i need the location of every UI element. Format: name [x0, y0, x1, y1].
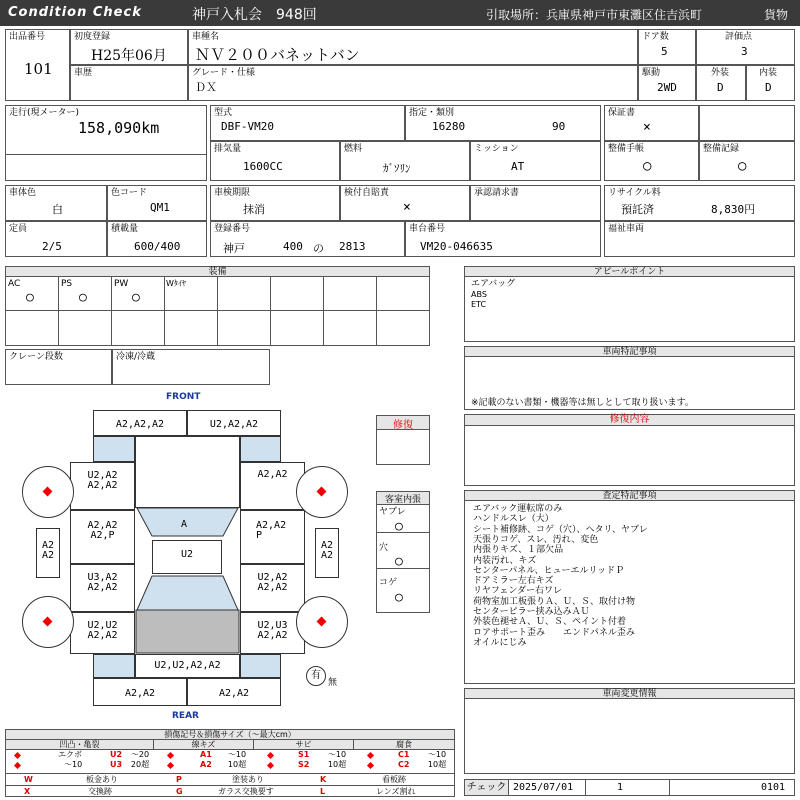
fuel-label: 燃料 — [344, 144, 363, 154]
equip-pw-mark: ○ — [132, 290, 140, 305]
legend-r2-c2-size: 10超 — [427, 760, 447, 769]
repair-detail-header: 修復内容 — [464, 414, 795, 426]
legend-code-k-desc: 看板跡 — [382, 775, 406, 784]
spare-yes: 有 — [311, 670, 321, 681]
interior-box — [746, 65, 795, 101]
cert-label: 指定・類別 — [409, 108, 455, 118]
legend-diamond-5 — [14, 762, 21, 769]
panel-side-right: A2 A2 — [315, 528, 339, 578]
cabin-tear-label: ヤブレ — [379, 507, 406, 517]
panel-left-rear: U3,A2 A2,A2 — [70, 564, 135, 612]
legend-r1-c1-size: ～10 — [427, 750, 447, 759]
capacity-box — [5, 221, 107, 257]
inspection-note-13: ロアサポート歪み エンドパネル歪み — [473, 627, 635, 638]
front-corner-right — [240, 436, 281, 462]
notes-header: 車両特記事項 — [464, 346, 795, 357]
front-label: FRONT — [166, 392, 201, 402]
doors-box — [638, 29, 696, 65]
model-name-label: 車種名 — [192, 32, 220, 42]
legend-r2-s2-size: 10超 — [327, 760, 347, 769]
self-inspect-value: × — [403, 200, 411, 215]
appeal-box — [464, 276, 795, 342]
self-inspect-label: 検付自賠責 — [344, 188, 390, 198]
chassis-label: 車台番号 — [409, 224, 446, 234]
recycle-box — [604, 185, 795, 221]
inspection-note-4: 天張りコゲ、スレ、汚れ、変色 — [473, 534, 599, 545]
score-label: 評価点 — [725, 32, 753, 42]
mission-box — [470, 141, 601, 181]
notes-footer: ※記載のない書類・機器等は無しとして取り扱います。 — [471, 398, 694, 408]
approval-label: 承認請求書 — [474, 188, 520, 198]
reg-area: 神戸 — [223, 242, 245, 255]
inspection-value: 抹消 — [243, 203, 265, 216]
warranty-extra-box — [699, 105, 795, 141]
inspection-note-5: 内張りキズ、１部欠品 — [473, 545, 564, 556]
drive-label: 駆動 — [642, 68, 661, 78]
legend-code-x: X — [24, 787, 31, 796]
legend-title: 損傷記号＆損傷サイズ（～最大cm） — [6, 730, 454, 740]
legend-code-l: L — [320, 787, 326, 796]
manual-value: ○ — [643, 158, 652, 174]
mileage-label: 走行(現メーター) — [9, 108, 80, 118]
legend-group-corrosion: 腐食 — [354, 740, 454, 750]
legend — [5, 729, 455, 797]
color-label: 車体色 — [9, 188, 37, 198]
repair-detail-box — [464, 425, 795, 486]
color-value: 白 — [52, 203, 63, 216]
color-code-box — [107, 185, 207, 221]
legend-group-rust: サビ — [254, 740, 354, 750]
appeal-line-2: ABS — [471, 290, 487, 299]
logo: Condition Check — [8, 5, 142, 20]
cabin-hole-mark: ○ — [395, 554, 403, 569]
welfare-box — [604, 221, 795, 257]
crane-box — [5, 349, 112, 385]
lot-number: 101 — [24, 60, 53, 78]
inspection-note-11: センターピラー挟み込みＡＵ — [473, 607, 590, 617]
legend-diamond-8 — [367, 762, 374, 769]
legend-r2-a2-size: 10超 — [227, 760, 247, 769]
legend-diamond-3 — [267, 752, 274, 759]
check-code: 0101 — [761, 782, 786, 793]
legend-r1-a1-size: ～10 — [227, 750, 247, 759]
appeal-line-3: ETC — [471, 300, 487, 309]
equip-ps-mark: ○ — [79, 290, 87, 305]
wheel-front-right — [296, 466, 348, 518]
first-reg-label: 初度登録 — [74, 32, 111, 42]
reg-number: 2813 — [339, 240, 366, 253]
legend-diamond-1 — [14, 752, 21, 759]
wheel-rear-left — [22, 596, 74, 648]
rear-corner-left — [93, 654, 135, 678]
panel-rear-bumper: U2,U2,A2,A2 — [135, 654, 240, 678]
crane-label: クレーン段数 — [9, 352, 63, 362]
cabin-tear-mark: ○ — [395, 519, 403, 534]
panel-front-right: U2,A2,A2 — [187, 410, 281, 436]
inspection-note-6: 内装汚れ、キズ — [473, 555, 537, 566]
score-value: 3 — [741, 45, 748, 58]
welfare-label: 福祉車両 — [608, 224, 645, 234]
drive-value: 2WD — [657, 81, 677, 94]
equip-ac-label: AC — [8, 279, 21, 289]
doors-label: ドア数 — [642, 32, 669, 42]
score-box — [696, 29, 795, 65]
legend-diamond-7 — [267, 762, 274, 769]
interior-value: D — [765, 81, 772, 94]
mileage-box — [5, 105, 207, 181]
wheel-front-left — [22, 466, 74, 518]
displacement-label: 排気量 — [214, 144, 242, 154]
fuel-box — [340, 141, 470, 181]
color-code-value: QM1 — [150, 201, 170, 214]
freezer-label: 冷凍/冷蔵 — [116, 352, 156, 362]
panel-left-quarter: U2,U2 A2,A2 — [70, 612, 135, 654]
legend-code-g: G — [176, 787, 183, 796]
legend-r1-u2: U2 — [110, 750, 123, 759]
header-bar — [0, 0, 800, 26]
cert-value-b: 90 — [552, 120, 566, 133]
cabin-burn-mark: ○ — [395, 590, 403, 605]
cert-value-a: 16280 — [432, 120, 466, 133]
wheel-rear-right — [296, 596, 348, 648]
legend-code-l-desc: レンズ割れ — [376, 787, 416, 796]
legend-diamond-2 — [167, 752, 174, 759]
inspection-note-14: オイルにじみ — [473, 637, 527, 648]
panel-front-left: A2,A2,A2 — [93, 410, 187, 436]
panel-right-rear: U2,A2 A2,A2 — [240, 564, 305, 612]
approval-box — [470, 185, 601, 221]
legend-r1-s1-size: ～10 — [327, 750, 347, 759]
displacement-box — [210, 141, 340, 181]
capacity-value: 2/5 — [42, 240, 62, 253]
grade-label: グレード・仕様 — [192, 68, 256, 78]
color-box — [5, 185, 107, 221]
load-box — [107, 221, 207, 257]
vehicle-type: 貨物 — [764, 8, 789, 22]
repair-box — [376, 415, 430, 465]
drive-box — [638, 65, 696, 101]
type-value: DBF-VM20 — [221, 120, 274, 133]
inspection-note-1: エアバック運転席のみ — [473, 504, 563, 514]
interior-label: 内装 — [759, 68, 778, 78]
auction-title: 神戸入札会 948回 — [192, 7, 317, 23]
cabin-box — [376, 491, 430, 613]
legend-code-w: W — [24, 775, 33, 784]
legend-code-p-desc: 塗装あり — [232, 775, 264, 784]
legend-code-k: K — [320, 775, 327, 784]
lot-label: 出品番号 — [9, 32, 46, 42]
manual-box — [604, 141, 699, 181]
inspection-note-7: センターパネル、ヒューエルリッドＰ — [473, 565, 625, 576]
warranty-label: 保証書 — [608, 108, 636, 118]
cabin-burn-label: コゲ — [379, 578, 398, 588]
panel-left-mid: A2,A2 A2,P — [70, 510, 135, 564]
panel-right-front: A2,A2 — [240, 462, 305, 510]
legend-diamond-6 — [167, 762, 174, 769]
chassis-box — [405, 221, 601, 257]
change-header: 車両変更情報 — [464, 688, 795, 699]
mileage-divider — [6, 154, 206, 155]
inspection-notes-box — [464, 500, 795, 684]
legend-code-w-desc: 板金あり — [86, 775, 118, 784]
recycle-label: リサイクル料 — [608, 188, 661, 198]
check-row — [464, 779, 795, 796]
legend-r2-a2: A2 — [200, 760, 212, 769]
panel-left-front: U2,A2 A2,A2 — [70, 462, 135, 510]
legend-r1-s1: S1 — [298, 750, 310, 759]
cabin-glass — [135, 506, 240, 654]
mission-value: AT — [511, 160, 525, 173]
legend-r2-dent-size: ～10 — [64, 760, 83, 769]
hood — [135, 436, 240, 508]
record-value: ○ — [738, 158, 747, 174]
reg-box — [210, 221, 405, 257]
mileage-value: 158,090km — [78, 119, 160, 137]
doors-value: 5 — [661, 45, 668, 58]
legend-code-g-desc: ガラス交換要す — [218, 787, 274, 796]
exterior-value: D — [717, 81, 724, 94]
legend-diamond-4 — [367, 752, 374, 759]
inspection-note-3: シート補修跡、コゲ（穴）、ヘタリ、ヤブレ — [473, 524, 648, 535]
history-label: 車歴 — [74, 68, 93, 78]
notes-box — [464, 356, 795, 410]
mission-label: ミッション — [474, 144, 519, 154]
type-box — [210, 105, 405, 141]
equip-pw-label: PW — [114, 279, 129, 289]
inspection-label: 車検期限 — [214, 188, 251, 198]
model-name-box — [188, 29, 638, 65]
grade-box — [188, 65, 638, 101]
legend-r1-dent: エクボ — [58, 750, 82, 759]
legend-r1-c1: C1 — [398, 750, 410, 759]
equip-wtire-label: Wﾀｲﾔ — [166, 279, 186, 288]
chassis-value: VM20-046635 — [420, 240, 493, 253]
record-label: 整備記録 — [703, 144, 740, 154]
reg-label: 登録番号 — [214, 224, 251, 234]
load-label: 積載量 — [111, 224, 139, 234]
panel-side-left: A2 A2 — [36, 528, 60, 578]
type-label: 型式 — [214, 108, 233, 118]
legend-group-scratch: 線キズ — [154, 740, 254, 750]
legend-code-x-desc: 交換跡 — [88, 787, 112, 796]
front-corner-left — [93, 436, 135, 462]
check-number: 1 — [617, 782, 624, 793]
repair-label: 修復 — [377, 416, 429, 430]
warranty-value: × — [643, 120, 651, 135]
inspection-note-10: 荷物室加工板張りＡ、Ｕ、Ｓ、取付け物 — [473, 596, 636, 607]
legend-r1-a1: A1 — [200, 750, 212, 759]
check-date: 2025/07/01 — [513, 782, 574, 793]
panel-roof-center: U2 — [152, 540, 222, 574]
panel-right-mid: A2,A2 P — [240, 510, 305, 564]
equip-ps-label: PS — [61, 279, 73, 289]
grade-value: ＤＸ — [195, 81, 217, 94]
reg-kana: の — [313, 242, 324, 255]
equip-ac-mark: ○ — [26, 290, 34, 305]
roof-front-mark: A — [181, 519, 188, 530]
change-box — [464, 698, 795, 774]
exterior-box — [696, 65, 746, 101]
cabin-title: 客室内張 — [377, 492, 429, 505]
cabin-hole-label: 穴 — [379, 543, 389, 553]
legend-code-p: P — [176, 775, 182, 784]
legend-r2-c2: C2 — [398, 760, 410, 769]
inspection-note-8: ドアミラー左右キズ — [473, 576, 554, 587]
manual-label: 整備手帳 — [608, 144, 645, 154]
inspection-note-9: リヤフェンダー右ワレ — [473, 586, 563, 597]
inspection-box — [210, 185, 340, 221]
reg-class: 400 — [283, 240, 303, 253]
panel-rear-left: A2,A2 — [93, 678, 187, 706]
legend-r2-s2: S2 — [298, 760, 310, 769]
cert-box — [405, 105, 601, 141]
first-reg-box — [70, 29, 188, 65]
rear-label: REAR — [172, 711, 199, 721]
inspection-notes-header: 査定特記事項 — [464, 490, 795, 501]
legend-r1-u2-size: ～20 — [130, 750, 150, 759]
warranty-box — [604, 105, 699, 141]
inspection-note-12: 外装色褪せＡ、Ｕ、Ｓ、ペイント付着 — [473, 617, 627, 628]
record-box — [699, 141, 795, 181]
spare-tire-icon — [306, 666, 326, 686]
panel-right-quarter: U2,U3 A2,A2 — [240, 612, 305, 654]
recycle-status: 預託済 — [621, 203, 654, 216]
load-value: 600/400 — [134, 240, 181, 253]
model-name-value: ＮＶ２００バネットバン — [195, 46, 360, 64]
appeal-line-1: エアバッグ — [471, 279, 516, 289]
displacement-value: 1600CC — [243, 160, 283, 173]
recycle-amount: 8,830円 — [711, 203, 756, 216]
self-inspect-box — [340, 185, 470, 221]
exterior-label: 外装 — [711, 68, 730, 78]
equipment-header: 装備 — [5, 266, 430, 277]
appeal-header: アピールポイント — [464, 266, 795, 277]
panel-rear-right: A2,A2 — [187, 678, 281, 706]
legend-r2-u3-size: 20超 — [130, 760, 150, 769]
first-reg-value: H25年06月 — [91, 48, 167, 64]
legend-group-dent: 凹凸・亀裂 — [6, 740, 154, 750]
fuel-value: ｶﾞｿﾘﾝ — [383, 162, 411, 175]
spare-no: 無 — [328, 678, 338, 688]
lot-box — [5, 29, 70, 101]
legend-r2-u3: U3 — [110, 760, 123, 769]
rear-corner-right — [240, 654, 281, 678]
inspection-note-2: ハンドルスレ（大） — [473, 514, 554, 525]
check-label: チェック — [465, 780, 509, 795]
color-code-label: 色コード — [111, 188, 148, 198]
pickup-location: 引取場所：兵庫県神戸市東灘区住吉浜町 — [486, 8, 703, 22]
history-box — [70, 65, 188, 101]
capacity-label: 定員 — [9, 224, 28, 234]
freezer-box — [112, 349, 270, 385]
